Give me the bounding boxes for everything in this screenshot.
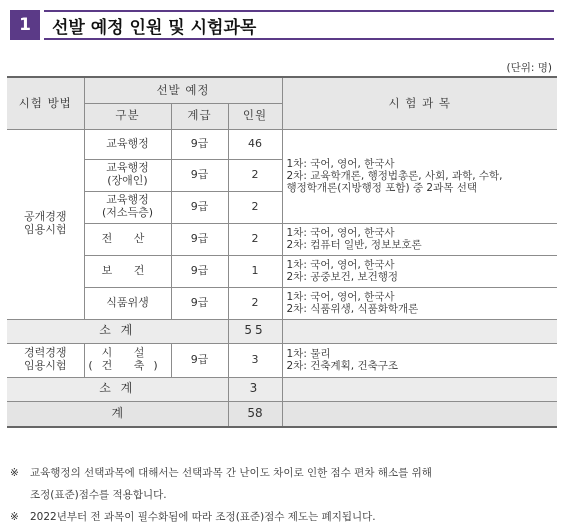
header-category: 구분 [84,103,171,129]
subtotal-label: 소 계 [7,319,228,343]
grade-cell: 9급 [171,223,228,255]
category-cell: 보 건 [84,255,171,287]
selection-table [7,76,557,428]
header-subjects: 시 험 과 목 [282,77,557,129]
count-cell: 1 [228,255,282,287]
note-mark: ※ [10,511,19,523]
method-career-competition: 경력경쟁 임용시험 [7,343,84,377]
count-cell: 46 [228,129,282,159]
header-count: 인원 [228,103,282,129]
count-cell: 2 [228,287,282,319]
count-cell: 2 [228,159,282,191]
grade-cell: 9급 [171,255,228,287]
subjects-education-admin: 1차: 국어, 영어, 한국사 2차: 교육학개론, 행정법총론, 사회, 과학, 수학, 행정학개론(지방행정 포함) 중 2과목 선택 [282,129,557,223]
header-grade: 계급 [171,103,228,129]
header-top-rule [44,10,554,12]
grade-cell: 9급 [171,191,228,223]
category-cell: 시 설 (건 축) [84,343,171,377]
subjects-food-hygiene: 1차: 국어, 영어, 한국사 2차: 식품위생, 식품화학개론 [282,287,557,319]
grade-cell: 9급 [171,129,228,159]
category-cell: 전 산 [84,223,171,255]
note-item [10,462,556,484]
total-value: 58 [228,401,282,427]
count-cell: 3 [228,343,282,377]
note-item [10,506,556,528]
note-text: 2022년부터 전 과목이 필수화됨에 따라 조정(표준)점수 제도는 폐지됩니다. [30,511,376,523]
grade-cell: 9급 [171,287,228,319]
category-cell: 교육행정 (저소득층) [84,191,171,223]
total-label: 계 [7,401,228,427]
notes [10,462,556,528]
header-method: 시험 방법 [7,77,84,129]
note-mark: ※ [10,467,19,479]
section-title: 선발 예정 인원 및 시험과목 [52,18,257,38]
category-cell: 교육행정 [84,129,171,159]
category-cell: 식품위생 [84,287,171,319]
unit-label: (단위: 명) [506,62,552,74]
subjects-facilities: 1차: 물리 2차: 건축계획, 건축구조 [282,343,557,377]
header-selection: 선발 예정 [84,77,282,103]
subtotal-blank [282,319,557,343]
subtotal-label: 소 계 [7,377,228,401]
section-number: 1 [10,10,40,40]
section-header [10,10,554,40]
count-cell: 2 [228,191,282,223]
grade-cell: 9급 [171,343,228,377]
total-blank [282,401,557,427]
header-bottom-rule [44,38,554,40]
subjects-computing: 1차: 국어, 영어, 한국사 2차: 컴퓨터 일반, 정보보호론 [282,223,557,255]
method-open-competition: 공개경쟁 임용시험 [7,129,84,319]
subtotal-blank [282,377,557,401]
subtotal-value: 3 [228,377,282,401]
grade-cell: 9급 [171,159,228,191]
category-cell: 교육행정 (장애인) [84,159,171,191]
subtotal-value: 55 [228,319,282,343]
note-text: 교육행정의 선택과목에 대해서는 선택과목 간 난이도 차이로 인한 점수 편차 해소를 위해 [30,467,432,479]
subjects-health: 1차: 국어, 영어, 한국사 2차: 공중보건, 보건행정 [282,255,557,287]
note-continuation: 조정(표준)점수를 적용합니다. [30,489,167,501]
count-cell: 2 [228,223,282,255]
